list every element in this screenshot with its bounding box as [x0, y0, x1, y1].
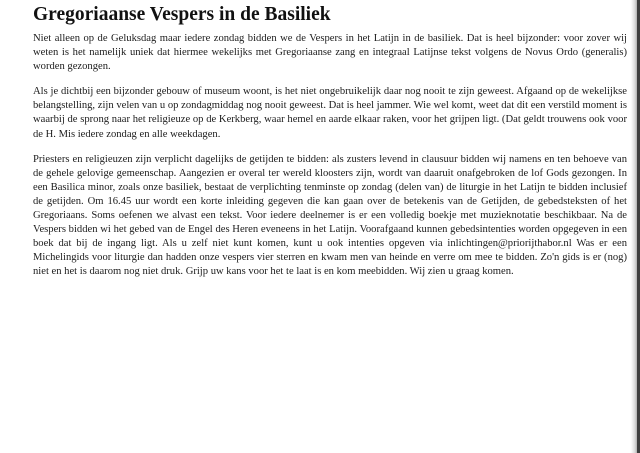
paragraph-invitation: Als je dichtbij een bijzonder gebouw of museum woont, is het niet ongebruikelijk daar nog nooit te zijn geweest. Afgaand op de wekelijkse belangstelling, zijn velen van u op zondagmiddag nog nooit geweest. Dat is heel jammer. Wie wel komt, weet dat dit een verstild moment is waarbij de sprong naar het religieuze op de Kerkberg, waar hemel en aarde elkaar raken, voor het grijpen ligt. (Dat geldt trouwens ook voor de H. Mis iedere zondag en alle weekdagen.	[33, 86, 627, 140]
paragraph-details: Priesters en religieuzen zijn verplicht dagelijks de getijden te bidden: als zusters levend in clausuur bidden wij namens en ten behoeve van de gehele gelovige gemeenschap. Aangezien er overal ter wereld kloosters zijn, wordt van daaruit onafgebroken de lof Gods gezongen. In een Basilica minor, zoals onze basiliek, bestaat de verplichting tenminste op zondag (delen van) de liturgie in het Latijn te bidden inclusief de getijden. Om 16.45 uur wordt een korte inleiding gegeven die kan gaan over de betekenis van de Getijden, de gebedsteksten of het Gregoriaans. Soms oefenen we alvast een tekst. Voor iedere deelnemer is er een volledig boekje met muzieknotatie beschikbaar. Na de Vespers bidden wi het gebed van de Engel des Heren eveneens in het Latijn. Voorafgaand kunnen gebedsintenties worden opgegeven in een boek dat bij de ingang ligt. Als u zelf niet kunt komen, kunt u ook intenties opgeven via inlichtingen@priorijthabor.nl Was er een Michelingids voor liturgie dan hadden onze vespers vier sterren en kwam men van heinde en verre om mee te bidden. Zo'n gids is er (nog) niet en het is daarom nog niet druk. Grijp uw kans voor het te laat is en kom meebidden. Wij zien u graag komen.	[33, 153, 627, 278]
article-title: Gregoriaanse Vespers in de Basiliek	[33, 4, 331, 25]
paragraph-intro: Niet alleen op de Geluksdag maar iedere zondag bidden we de Vespers in het Latijn in de basiliek. Dat is heel bijzonder: voor zover wij weten is het namelijk uniek dat hiermee wekelijks met Gregoriaanse zang en integraal Latijnse tekst volgens de Novus Ordo (generalis) worden gezongen.	[33, 33, 627, 73]
article	[33, 4, 627, 280]
